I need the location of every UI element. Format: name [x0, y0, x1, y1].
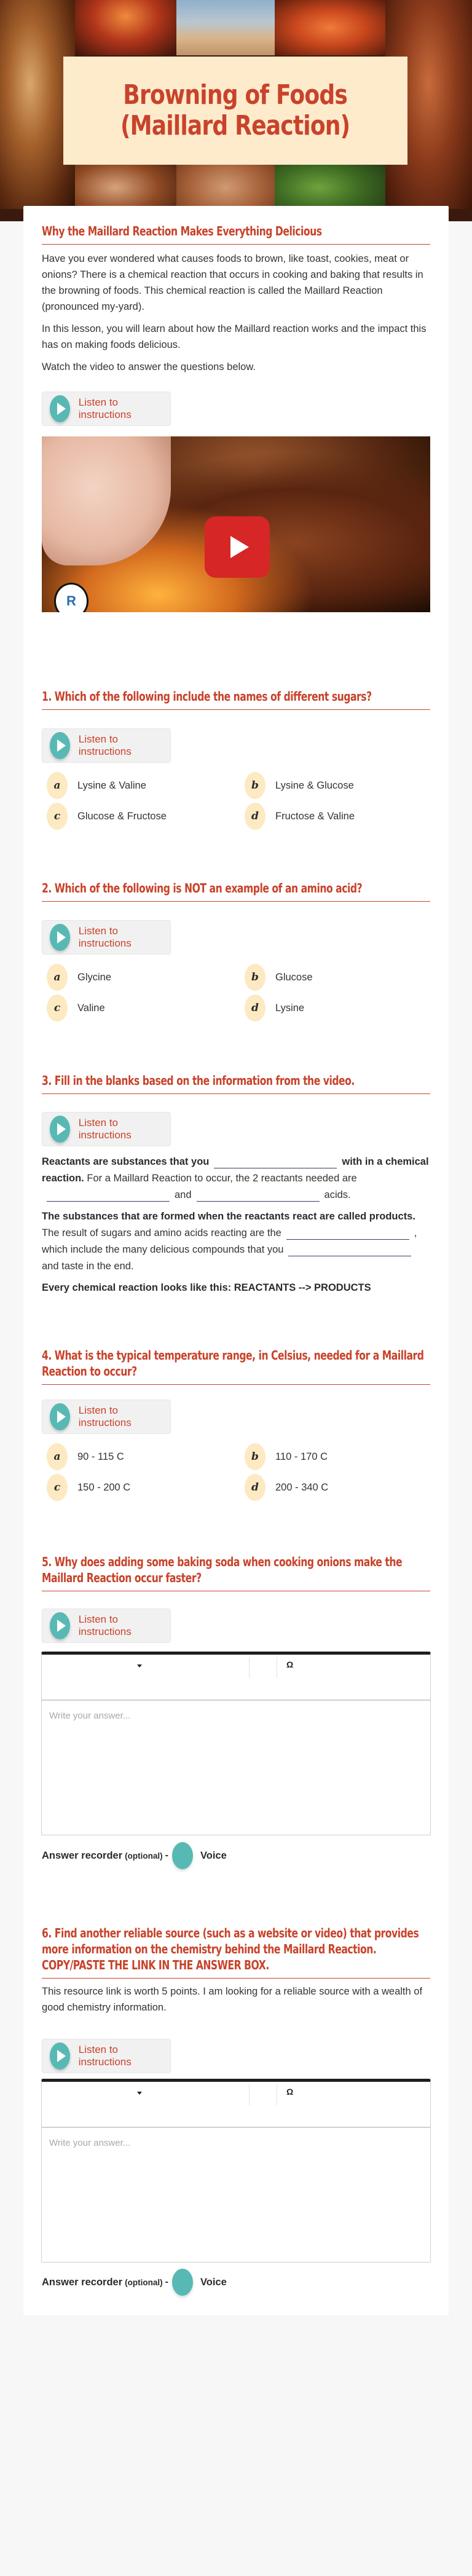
- answer-recorder-q6: [42, 2269, 227, 2296]
- question-2-title: [42, 880, 430, 896]
- question-6-title: [42, 1925, 430, 1973]
- fill-in-blanks: [42, 1154, 430, 1296]
- intro-heading: [42, 223, 430, 239]
- question-6-description: This resource link is worth 5 points. I am looking for a reliable source with a wealth of good chemistry information.: [42, 1986, 423, 2013]
- format-dropdown-caret-icon[interactable]: [137, 1664, 142, 1668]
- blank-input-2[interactable]: [47, 1191, 170, 1202]
- option-letter: b: [245, 964, 266, 991]
- listen-label: Listen to instructions: [78, 1404, 132, 1428]
- worksheet-card: [23, 206, 449, 2315]
- option-d[interactable]: [245, 994, 304, 1022]
- question-6-title-line3: COPY/PASTE THE LINK IN THE ANSWER BOX.: [42, 1958, 269, 1972]
- answer-editor-q5: [41, 1652, 431, 1835]
- fill-text: acids.: [324, 1189, 351, 1200]
- option-b[interactable]: [245, 771, 354, 800]
- question-5-title: [42, 1554, 430, 1586]
- option-text: Lysine: [275, 1002, 305, 1014]
- listen-button-q5[interactable]: [42, 1609, 171, 1643]
- listen-label: Listen to instructions: [78, 1117, 132, 1141]
- question-5-heading-wrap: [42, 1554, 430, 1591]
- option-text: Lysine & Glucose: [275, 779, 354, 791]
- question-4: [42, 1347, 430, 1385]
- question-6-heading-wrap: [42, 1925, 430, 1979]
- option-a[interactable]: [47, 1443, 124, 1471]
- listen-button-q6[interactable]: [42, 2039, 171, 2073]
- question-2: [42, 880, 430, 902]
- play-icon: [50, 1116, 70, 1143]
- fill-text: For a Maillard Reaction to occur, the 2 reactants needed are: [87, 1173, 357, 1184]
- question-6: [42, 1925, 430, 2015]
- youtube-play-icon[interactable]: [205, 516, 270, 578]
- record-voice-button[interactable]: [172, 1842, 193, 1869]
- play-icon: [50, 395, 70, 422]
- recorder-dash: -: [165, 1850, 168, 1861]
- fill-paragraph-1: [42, 1154, 430, 1203]
- question-2-heading-wrap: [42, 880, 430, 902]
- option-text: Glucose & Fructose: [77, 810, 167, 822]
- fill-text: , which include the many delicious compounds that you: [42, 1227, 417, 1255]
- fill-text: Reactants are substances that you: [42, 1156, 210, 1167]
- play-icon: [50, 732, 70, 759]
- option-letter: a: [47, 964, 68, 991]
- option-c[interactable]: [47, 1473, 130, 1502]
- option-text: 90 - 115 C: [77, 1451, 124, 1462]
- question-5-title-line2: Maillard Reaction occur faster?: [42, 1570, 202, 1585]
- special-character-omega-icon[interactable]: Ω: [286, 1660, 294, 1669]
- editor-toolbar: [42, 2082, 430, 2128]
- question-1: [42, 688, 430, 710]
- recorder-optional: (optional): [125, 1851, 163, 1861]
- listen-label: Listen to instructions: [78, 396, 132, 420]
- question-3-heading-wrap: [42, 1073, 430, 1094]
- option-text: Valine: [77, 1002, 105, 1014]
- option-text: 200 - 340 C: [275, 1481, 329, 1493]
- play-icon: [50, 2042, 70, 2070]
- recorder-voice-label: Voice: [200, 2276, 227, 2288]
- blank-input-1[interactable]: [214, 1157, 337, 1168]
- listen-label: Listen to instructions: [78, 2044, 132, 2068]
- toolbar-separator: [249, 2084, 250, 2105]
- question-6-title-line2: more information on the chemistry behind the Maillard Reaction.: [42, 1942, 377, 1956]
- title-box: [63, 57, 407, 165]
- option-text: 150 - 200 C: [77, 1481, 131, 1493]
- option-letter: a: [47, 772, 68, 799]
- option-text: Lysine & Valine: [77, 779, 146, 791]
- question-1-heading-wrap: [42, 688, 430, 710]
- question-3: [42, 1073, 430, 1094]
- question-6-title-line1: 6. Find another reliable source (such as a website or video) that provides: [42, 1926, 419, 1940]
- blank-input-3[interactable]: [197, 1191, 320, 1202]
- option-letter: c: [47, 995, 68, 1022]
- video-player[interactable]: [42, 436, 430, 612]
- hero-banner: [0, 0, 472, 221]
- listen-label: Listen to instructions: [78, 925, 132, 949]
- option-text: 110 - 170 C: [275, 1451, 328, 1462]
- fill-text: Every chemical reaction looks like this: REACTANTS --> PRODUCTS: [42, 1282, 371, 1293]
- question-4-heading-wrap: [42, 1347, 430, 1385]
- option-letter: d: [245, 1474, 266, 1501]
- option-d[interactable]: [245, 802, 355, 830]
- recorder-voice-label: Voice: [200, 1849, 227, 1861]
- option-text: Glucose: [275, 971, 313, 983]
- question-5: [42, 1554, 430, 1591]
- intro-heading-wrap: [42, 223, 430, 245]
- option-letter: d: [245, 995, 266, 1022]
- video-thumbnail-nose: [42, 436, 171, 565]
- listen-button-intro[interactable]: [42, 392, 171, 426]
- question-4-title-line1: 4. What is the typical temperature range, in Celsius, needed for a Maillard: [42, 1348, 424, 1363]
- option-a[interactable]: [47, 963, 111, 991]
- editor-toolbar: [42, 1655, 430, 1701]
- option-letter: b: [245, 772, 266, 799]
- question-3-title-text: 3. Fill in the blanks based on the information from the video.: [42, 1073, 355, 1088]
- fill-text: and taste in the end.: [42, 1261, 134, 1272]
- question-2-title-text: 2. Which of the following is NOT an example of an amino acid?: [42, 881, 363, 896]
- question-1-title-text: 1. Which of the following include the names of different sugars?: [42, 689, 372, 704]
- recorder-dash: -: [165, 2277, 168, 2287]
- listen-label: Listen to instructions: [78, 1613, 132, 1637]
- intro-paragraph-1: Have you ever wondered what causes foods to brown, like toast, cookies, meat or onions? There is a chemical reaction that occurs in cooking and baking that results in the browning of foods. This chemical reaction is called the Maillard Reaction (pronounced my-yard).: [42, 253, 423, 312]
- play-icon: [50, 1612, 70, 1639]
- intro-paragraph-3: Watch the video to answer the questions below.: [42, 361, 256, 372]
- option-d[interactable]: [245, 1473, 328, 1502]
- fill-paragraph-2: [42, 1208, 430, 1275]
- fill-text: The substances that are formed when the reactants react are called products.: [42, 1211, 415, 1222]
- recorder-optional: (optional): [125, 2277, 163, 2287]
- fill-text: and: [175, 1189, 192, 1200]
- option-letter: d: [245, 803, 266, 830]
- food-photo-tomato: [275, 0, 385, 55]
- option-text: Glycine: [77, 971, 112, 983]
- intro-section: [42, 223, 430, 375]
- option-b[interactable]: [245, 963, 313, 991]
- option-letter: a: [47, 1443, 68, 1470]
- page-title-line1: Browning of Foods: [123, 79, 348, 111]
- recorder-label: Answer recorder: [42, 1849, 123, 1861]
- answer-recorder-q5: [42, 1842, 227, 1869]
- record-voice-button[interactable]: [172, 2269, 193, 2296]
- intro-heading-text: Why the Maillard Reaction Makes Everything Delicious: [42, 224, 322, 238]
- listen-label: Listen to instructions: [78, 733, 132, 757]
- option-c[interactable]: [47, 994, 105, 1022]
- listen-button-q2[interactable]: [42, 920, 171, 955]
- option-letter: c: [47, 1474, 68, 1501]
- format-dropdown-caret-icon[interactable]: [137, 2092, 142, 2095]
- question-3-title: [42, 1073, 430, 1089]
- play-icon: [50, 1403, 70, 1430]
- blank-input-4[interactable]: [286, 1229, 409, 1240]
- fill-text: with in a chemical reaction.: [42, 1156, 429, 1184]
- option-c[interactable]: [47, 802, 167, 830]
- fill-paragraph-3: [42, 1280, 430, 1296]
- answer-textarea[interactable]: Write your answer...: [49, 1711, 131, 1721]
- listen-button-q4[interactable]: [42, 1400, 171, 1434]
- question-4-title-line2: Reaction to occur?: [42, 1364, 137, 1379]
- option-b[interactable]: [245, 1443, 328, 1471]
- intro-paragraph-2: In this lesson, you will learn about how the Maillard reaction works and the impact this has on making foods delicious.: [42, 323, 427, 350]
- option-text: Fructose & Valine: [275, 810, 355, 822]
- listen-button-q3[interactable]: [42, 1112, 171, 1146]
- question-5-title-line1: 5. Why does adding some baking soda when cooking onions make the: [42, 1554, 403, 1569]
- page-title-line2: (Maillard Reaction): [120, 110, 350, 141]
- toolbar-separator: [249, 1657, 250, 1678]
- play-icon: [50, 924, 70, 951]
- answer-textarea[interactable]: Write your answer...: [49, 2138, 131, 2148]
- special-character-omega-icon[interactable]: Ω: [286, 2087, 294, 2097]
- blank-input-5[interactable]: [288, 1245, 411, 1256]
- option-letter: c: [47, 803, 68, 830]
- channel-logo-icon: R: [54, 583, 88, 612]
- food-photo-onions: [75, 0, 176, 55]
- listen-button-q1[interactable]: [42, 728, 171, 763]
- option-a[interactable]: [47, 771, 146, 800]
- question-4-title: [42, 1347, 430, 1379]
- fill-text: The result of sugars and amino acids reacting are the: [42, 1227, 281, 1239]
- recorder-label: Answer recorder: [42, 2276, 123, 2288]
- question-1-title: [42, 688, 430, 704]
- page-title: [120, 80, 350, 141]
- answer-editor-q6: [41, 2079, 431, 2263]
- option-letter: b: [245, 1443, 266, 1470]
- food-photo-bread: [176, 0, 275, 55]
